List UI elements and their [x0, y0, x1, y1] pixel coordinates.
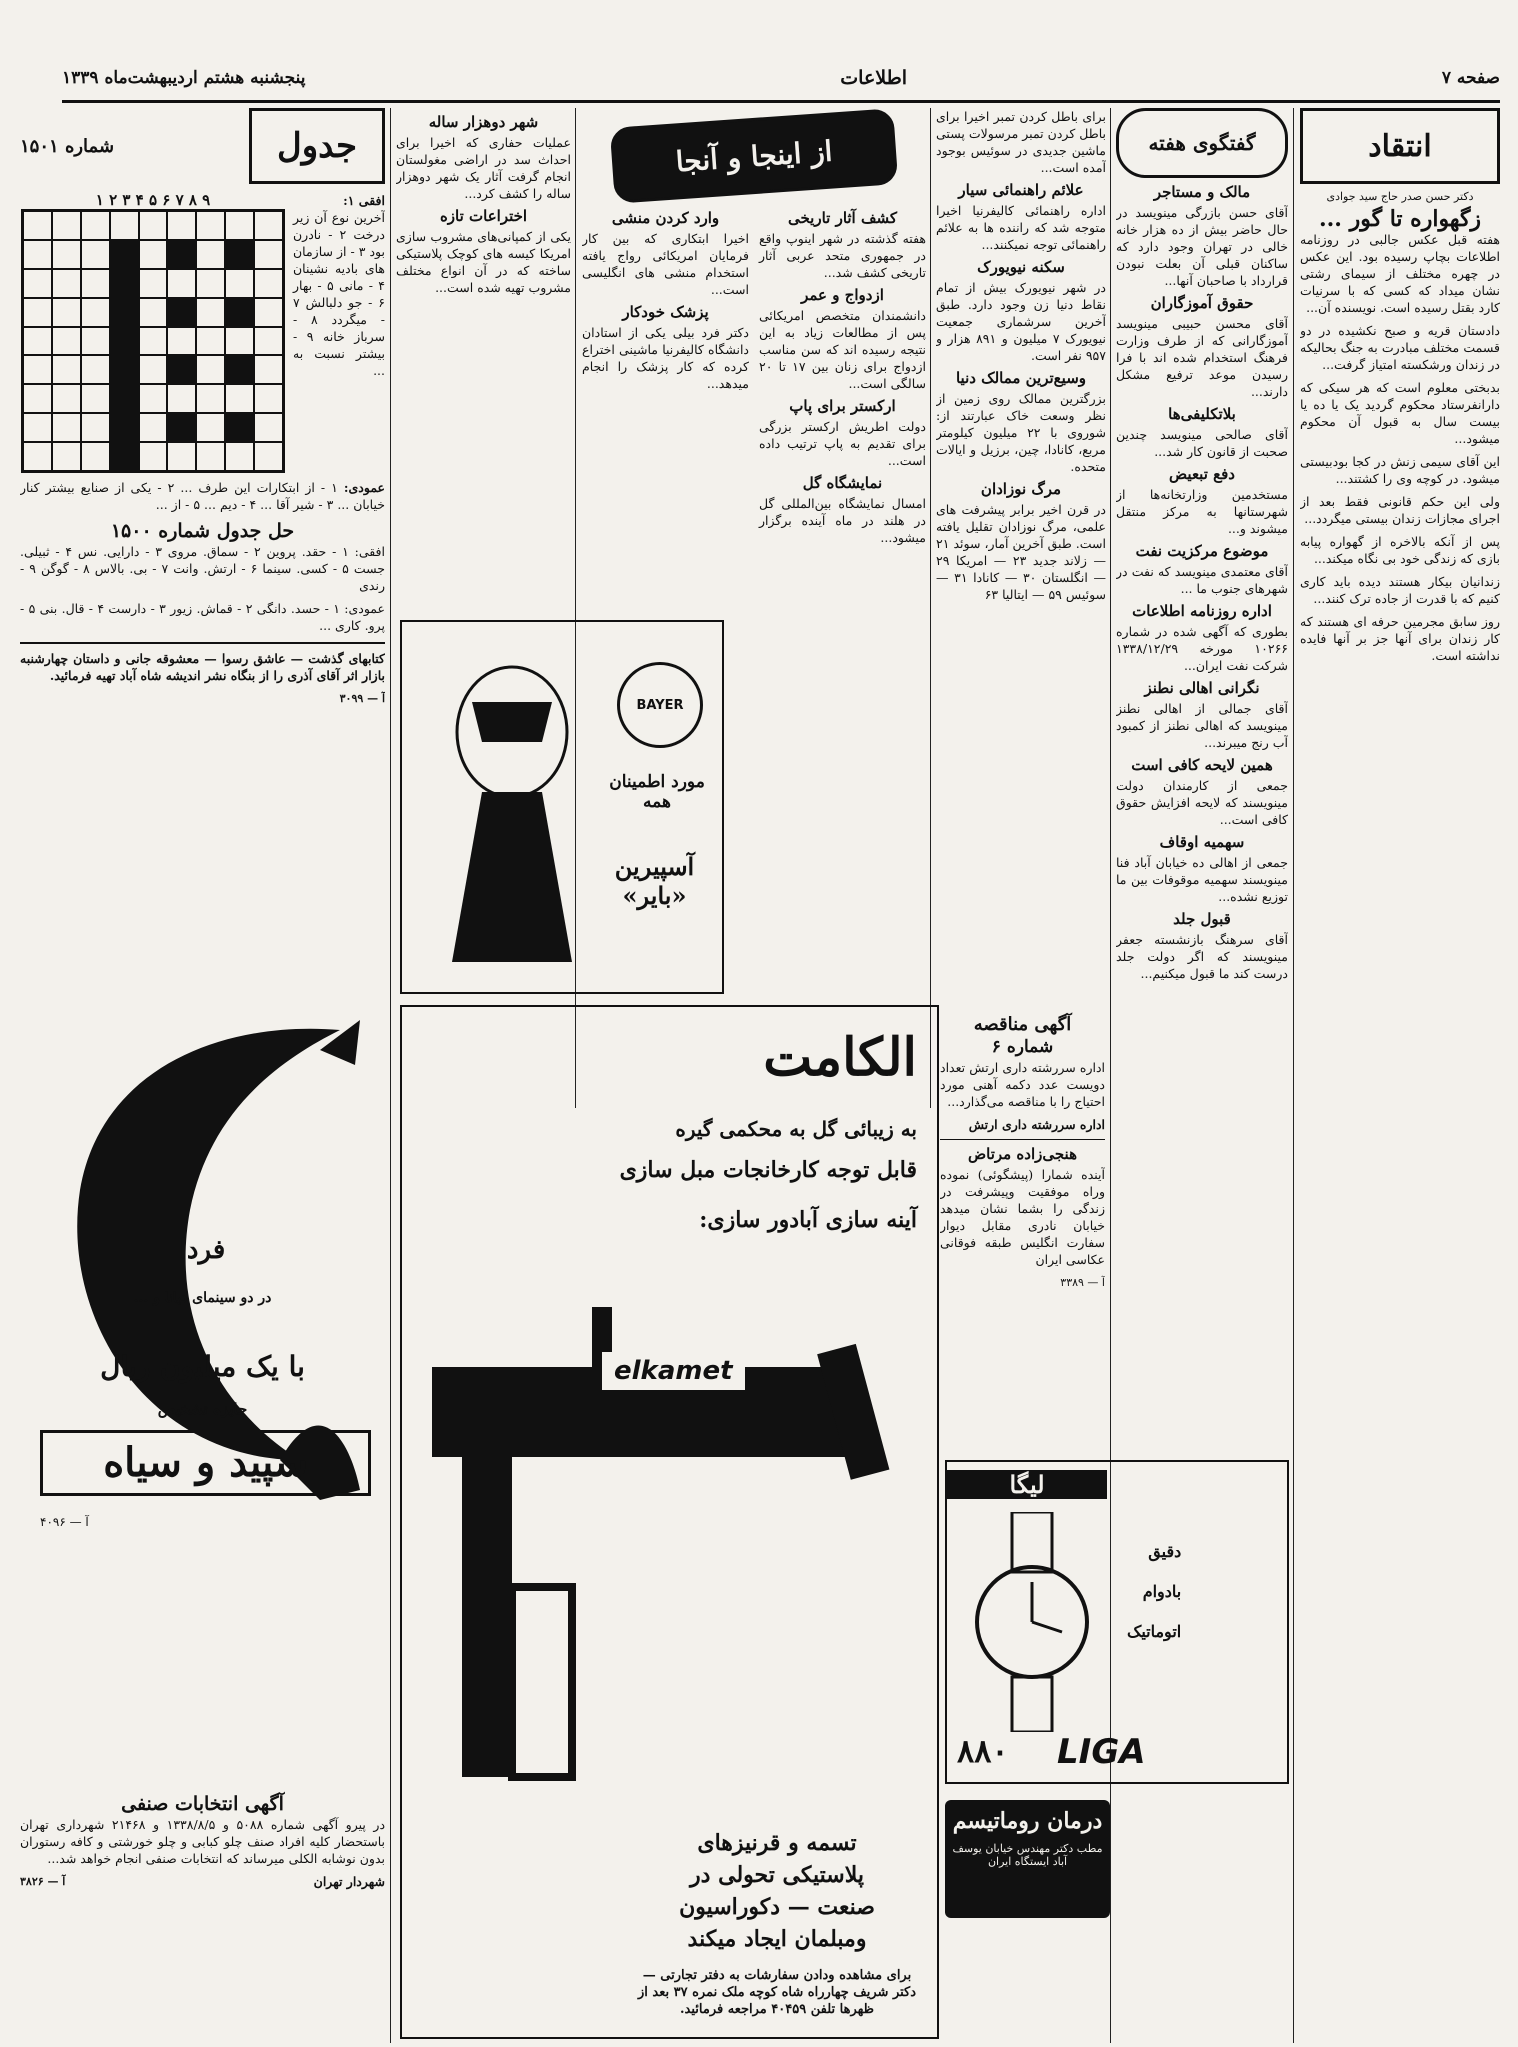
crossword-cell[interactable] [110, 413, 139, 442]
dialogue-paragraph: آقای محسن حبیبی مینویسد آموزگارانی که از طرف وزارت فرهنگ استخدام شده اند با فرا رسیدن موعد ترفیع مشکل دارند... [1116, 316, 1288, 399]
dialogue-subtitle: سهمیه اوقاف [1159, 833, 1245, 851]
crossword-cell[interactable] [196, 298, 225, 327]
liga-watch-ad [945, 1460, 1289, 1784]
liga-tagline: اتوماتیک [1127, 1622, 1182, 1641]
here-there-paragraph: دولت اطریش ارکستر بزرگی برای تقدیم به پاپ ترتیب داده است... [759, 419, 926, 468]
tender-sign: اداره سررشته داری ارتش [968, 1117, 1105, 1132]
critique-paragraph: ولی این حکم قانونی فقط بعد از اجرای مجازات زندان بیستی میگردد... [1300, 494, 1500, 526]
here-there-subtitle: نمایشگاه گل [802, 474, 883, 492]
crossword-cell[interactable] [110, 327, 139, 356]
dialogue-subtitle: دفع تبعیض [1169, 465, 1235, 483]
prev-solution-across: افقی: ۱ - حقد. پروین ۲ - سماق. مروی ۳ - دارایی. نس ۴ - ثبیلی. جست ۵ - کسی. سینما ۶ - ارتش. وانت ۷ - بی. بالاس ۸ - گوگن ۹ - رندی [20, 544, 385, 593]
film-title: سپید و سیاه [40, 1430, 371, 1496]
crossword-cell[interactable] [52, 298, 81, 327]
crossword-cell[interactable] [110, 269, 139, 298]
dialogue-subtitle: موضوع مرکزیت نفت [1135, 542, 1269, 560]
dialogue-subtitle: حقوق آموزگاران [1150, 294, 1254, 312]
crossword-cell[interactable] [196, 269, 225, 298]
critique-paragraph: بدبختی معلوم است که هر سیکی که دارانفرستاد محکوم گردید یک یا ده یا بیست سال به قبول آن محکوم میشود... [1300, 380, 1500, 446]
crossword-cell[interactable] [139, 269, 168, 298]
film-advertisement [20, 990, 385, 1780]
grid-column-numbers: ۹ ۸ ۷ ۶ ۵ ۴ ۳ ۲ ۱ [95, 191, 211, 209]
here-there-subtitle: کشف آثار تاریخی [788, 209, 897, 227]
crossword-cell[interactable] [167, 327, 196, 356]
dialogue-subtitle: نگرانی اهالی نطنز [1144, 679, 1260, 697]
fortune-code: آ — ۳۳۸۹ [1060, 1276, 1105, 1289]
brief-subtitle: سکنه نیویورک [977, 258, 1065, 276]
dialogue-subtitle: قبول جلد [1173, 910, 1231, 928]
brief-paragraph: در قرن اخیر برابر پیشرفت های علمی، مرگ نوزادان تقلیل یافته است. طبق آخرین آمار، سوئد ۲۱ — زلاند جدید ۲۳ — امریکا ۲۹ — انگلستان ۳۰ — کانادا ۳۱ — سوئیس ۵۹ — ایتالیا ۶۳ [936, 502, 1106, 602]
liga-tagline: بادوام [1142, 1582, 1182, 1601]
ancient-city-paragraph: عملیات حفاری که اخیرا برای احداث سد در اراضی مغولستان انجام گرفت آثار یک شهر دوهزار ساله را کشف کرد... [396, 135, 571, 201]
crossword-cell[interactable] [225, 269, 254, 298]
ancient-city-title: شهر دوهزار ساله [428, 113, 539, 131]
rheumatism-body: مطب دکتر مهندس خیابان یوسف آباد ایستگاه ایران [952, 1842, 1103, 1868]
dialogue-paragraph: آقای معتمدی مینویسد که نفت در شهرهای جنوب ما ... [1116, 564, 1288, 596]
elkamet-tagline-2: قابل توجه کارخانجات مبل سازی [619, 1157, 917, 1183]
liga-tagline: دقیق [1148, 1542, 1182, 1561]
elkamet-tagline-3: آینه سازی آبادور سازی: [699, 1207, 917, 1233]
crossword-number: شماره ۱۵۰۱ [20, 135, 115, 157]
liga-taglines [1127, 1532, 1181, 1652]
elkamet-ad [400, 1005, 939, 2039]
crossword-cell[interactable] [81, 298, 110, 327]
crossword-cell[interactable] [196, 355, 225, 384]
crossword-cell[interactable] [139, 211, 168, 240]
critique-byline: دکتر حسن صدر حاج سید جوادی [1326, 190, 1474, 203]
critique-paragraph: زندانیان بیکار هستند دیده باید کاری کنیم که با قدرت از جاده ترک کنند... [1300, 574, 1500, 606]
crossword-cell[interactable] [196, 211, 225, 240]
here-there-subtitle: ارکستر برای پاپ [789, 397, 896, 415]
inventions-title: اختراعات تازه [439, 207, 528, 225]
across-label: افقی ۱: [343, 193, 385, 208]
here-there-paragraph: هفته گذشته در شهر اینوپ واقع در جمهوری متحد عربی آثار تاریخی کشف شد... [759, 231, 926, 280]
liga-price: ۸۸۰ [957, 1732, 1009, 1770]
header-rule [62, 100, 1500, 103]
dialogue-paragraph: آقای سرهنگ بازنشسته جعفر مینویسند که اگر دولت جلد درست کند ما قبول میکنیم... [1116, 932, 1288, 981]
film-winner-text: جایزه تشخیص [157, 1400, 248, 1418]
crossword-cell[interactable] [81, 269, 110, 298]
crossword-cell[interactable] [23, 269, 52, 298]
crossword-cell[interactable] [23, 355, 52, 384]
crossword-cell[interactable] [196, 442, 225, 471]
crossword-cell[interactable] [110, 240, 139, 269]
elkamet-body [637, 1827, 917, 1955]
critique-article-title: زگهواره تا گور ... [1318, 206, 1482, 232]
election-title: آگهی انتخابات صنفی [121, 1793, 284, 1815]
liga-logo: LIGA [1057, 1732, 1146, 1772]
elkamet-logo: elkamet [602, 1352, 745, 1390]
election-code: آ — ۳۸۲۶ [20, 1875, 66, 1888]
down-label: عمودی: [343, 480, 385, 495]
dialogue-section-title: گفتگوی هفته [1116, 108, 1288, 178]
crossword-cell[interactable] [110, 298, 139, 327]
elkamet-tagline-1: به زیبائی گل به محکمی گیره [675, 1117, 917, 1141]
here-there-paragraph: دانشمندان متخصص امریکائی پس از مطالعات زیاد به این نتیجه رسیده اند که سن مناسب ازدواج برای زنان بین ۱۷ تا ۲۰ سالگی است... [759, 308, 926, 391]
column-crossword [20, 108, 385, 988]
across-clues: آخرین نوع آن زیر درخت ۲ - نادرن بود ۳ - از سازمان های بادیه نشینان ۴ - مانی ۵ - بهار ۶ - جو دلبالش ۷ - میگردد ۸ - سرباز خانه ۹ - بیشتر نسبت به ... [293, 210, 385, 378]
dialogue-paragraph: بطوری که آگهی شده در شماره ۱۰۲۶۶ مورخه ۱۳۳۸/۱۲/۲۹ شرکت نفت ایران... [1116, 624, 1288, 673]
here-there-subtitle: وارد کردن منشی [611, 209, 720, 227]
crossword-cell[interactable] [254, 298, 283, 327]
crossword-cell[interactable] [110, 442, 139, 471]
fortune-body: آینده شمارا (پیشگوئی) نموده وراه موفقیت وپیشرفت در زندگی را بشما نشان میدهد خیابان نادری مقابل دیوار سفارت انگلیس طبقه فوقانی عکاسی ایران [940, 1167, 1105, 1267]
crossword-cell[interactable] [167, 413, 196, 442]
critique-paragraph: دادستان قریه و صبح نکشیده در دو قسمت مختلف مبادرت به جنگ بحالیکه در زندان ورشکسته امتیاز گرفت... [1300, 323, 1500, 372]
crossword-cell[interactable] [196, 384, 225, 413]
here-there-subtitle: پزشک خودکار [622, 303, 709, 321]
crossword-cell[interactable] [167, 211, 196, 240]
film-top-text: فردا [179, 1235, 226, 1265]
crossword-cell[interactable] [139, 384, 168, 413]
dialogue-paragraph: جمعی از کارمندان دولت مینویسند که لایحه افزایش حقوق کافی است... [1116, 778, 1288, 827]
brief-paragraph: در شهر نیویورک بیش از تمام نقاط دنیا زن وجود دارد. طبق آخرین سرشماری جمعیت نیویورک ۷ میلیون و ۸۹۱ هزار و ۹۵۷ نفر است. [936, 280, 1106, 363]
book-ad-text: کتابهای گذشت — عاشق رسوا — معشوقه جانی و داستان چهارشنبه بازار اثر آقای آذری را از بنگاه نشر اندیشه شاه آباد تهیه فرمائید. [20, 651, 385, 683]
page-number: صفحه ۷ [1441, 68, 1500, 88]
crossword-cell[interactable] [52, 355, 81, 384]
dialogue-paragraph: آقای صالحی مینویسد چندین صحبت از قانون کار شد... [1116, 427, 1288, 459]
wristwatch-illustration [957, 1512, 1107, 1732]
here-there-subtitle: ازدواج و عمر [801, 286, 884, 304]
dialogue-subtitle: بلاتکلیفی‌ها [1168, 405, 1236, 423]
crossword-cell[interactable] [81, 240, 110, 269]
crossword-cell[interactable] [139, 442, 168, 471]
fortune-title: هنجی‌زاده مرتاض [968, 1145, 1077, 1163]
crossword-cell[interactable] [52, 327, 81, 356]
crossword-cell[interactable] [254, 269, 283, 298]
elkamet-line: پلاستیکی تحولی در [690, 1862, 864, 1888]
crossword-cell[interactable] [254, 355, 283, 384]
elkamet-title: الکامت [763, 1027, 917, 1088]
crossword-cell[interactable] [196, 413, 225, 442]
crossword-cell[interactable] [81, 355, 110, 384]
issue-date: پنجشنبه هشتم اردیبهشت‌ماه ۱۳۳۹ [62, 68, 306, 88]
crossword-cell[interactable] [110, 384, 139, 413]
crossword-cell[interactable] [23, 413, 52, 442]
crossword-cell[interactable] [167, 240, 196, 269]
crossword-cell[interactable] [52, 442, 81, 471]
elkamet-line: صنعت — دکوراسیون [679, 1894, 875, 1920]
crossword-cell[interactable] [23, 384, 52, 413]
woman-headache-illustration [412, 642, 612, 972]
column-divider [930, 108, 931, 1108]
bayer-aspirin-ad [400, 620, 724, 994]
critique-paragraph: پس از آنکه بالاخره از گهواره پیابه بازی که زندگی خود بی نگاه میکند... [1300, 534, 1500, 566]
rheumatism-title: درمان روماتیسم [952, 1808, 1103, 1834]
bayer-logo: BAYER [617, 662, 703, 748]
brief-paragraph: اداره راهنمائی کالیفرنیا اخیرا متوجه شد که راننده ها به علائم راهنمائی توجه نمیکنند... [936, 203, 1106, 252]
critique-paragraph: هفته قبل عکس جالبی در روزنامه اطلاعات بچاپ رسیده بود. این عکس در چهره مختلف از سیمای رشتی نشان میداد که کسی که با سرنیات کارد بقتل رسیده است. نویسنده آن... [1300, 232, 1500, 315]
dialogue-paragraph: آقای جمالی از اهالی نطنز مینویسد که اهالی نطنز از کمبود آب رنج میبرند... [1116, 701, 1288, 750]
critique-paragraph: روز سابق مجرمین حرفه ای هستند که کار زندان برای آنها جز بر آنها فایده نداشته است. [1300, 614, 1500, 663]
tender-notice [940, 1010, 1105, 1450]
crossword-cell[interactable] [196, 327, 225, 356]
brief-subtitle: وسیع‌ترین ممالک دنیا [955, 369, 1087, 387]
crossword-cell[interactable] [254, 327, 283, 356]
brief-subtitle: مرگ نوزادان [980, 480, 1062, 498]
crossword-cell[interactable] [167, 442, 196, 471]
critique-paragraph: این آقای سیمی زنش در کجا بودبیستی میشود. در کوچه وی را کشتند... [1300, 454, 1500, 486]
crossword-cell[interactable] [23, 298, 52, 327]
brief-paragraph: برای باطل کردن تمبر اخیرا برای باطل کردن تمبر مرسولات پستی ماشین جدیدی در سوئیس بوجود آمده است... [936, 109, 1106, 175]
dialogue-subtitle: مالک و مستاجر [1153, 183, 1251, 201]
brief-paragraph: بزرگترین ممالک روی زمین از نظر وسعت خاک عبارتند از: شوروی با ۲۲ میلیون کیلومتر مربع، کانادا، چین، برزیل و ایالات متحده. [936, 391, 1106, 474]
crossword-cell[interactable] [23, 442, 52, 471]
crossword-cell[interactable] [254, 211, 283, 240]
crossword-cell[interactable] [52, 384, 81, 413]
crossword-cell[interactable] [52, 240, 81, 269]
crossword-cell[interactable] [52, 413, 81, 442]
crossword-grid[interactable] [21, 209, 285, 473]
election-notice [20, 1790, 385, 2030]
crossword-cell[interactable] [139, 413, 168, 442]
dialogue-paragraph: مستخدمین وزارتخانه‌ها از شهرستانها به مرکز منتقل میشوند و... [1116, 487, 1288, 536]
dialogue-subtitle: همین لایحه کافی است [1131, 756, 1273, 774]
rheumatism-ad [945, 1800, 1110, 1918]
crossword-cell[interactable] [225, 240, 254, 269]
dialogue-paragraph: آقای حسن بازرگی مینویسد در حال حاضر بیش از ده هزار خانه خالی در تهران وجود دارد که ساکنان قبلی آن بعلت نبودن قرارداد با صاحبان آنها... [1116, 205, 1288, 288]
here-there-banner: از اینجا و آنجا [610, 108, 899, 204]
crossword-cell[interactable] [23, 240, 52, 269]
prev-solution-down: عمودی: ۱ - حسد. دانگی ۲ - قماش. زیور ۳ - دارست ۴ - قال. بنی ۵ - پرو. کاری ... [20, 601, 385, 633]
crossword-cell[interactable] [254, 442, 283, 471]
crossword-cell[interactable] [167, 298, 196, 327]
dialogue-subtitle: اداره روزنامه اطلاعات [1132, 602, 1272, 620]
crossword-cell[interactable] [254, 240, 283, 269]
crossword-cell[interactable] [225, 355, 254, 384]
crossword-cell[interactable] [23, 327, 52, 356]
elkamet-contact: برای مشاهده ودادن سفارشات به دفتر تجارتی — دکتر شریف چهارراه شاه کوچه ملک نمره ۳۷ بعد از ظهرها تلفن ۴۰۴۵۹ مراجعه فرمائید. [637, 1968, 917, 2017]
down-clues: ۱ - از ابتکارات این طرف ... ۲ - یکی از صنایع بیشتر کنار خیابان ... ۳ - شیر آقا ... ۴ - دیم ... ۵ - از ... [20, 480, 385, 512]
critique-section-title: انتقاد [1300, 108, 1500, 184]
column-dialogue [1116, 108, 1288, 1518]
column-critique [1300, 108, 1500, 2038]
crossword-cell[interactable] [167, 355, 196, 384]
tender-body: اداره سررشته داری ارتش تعداد دویست عدد دکمه آهنی مورد احتیاج را با مناقصه می‌گذارد... [940, 1060, 1105, 1109]
dialogue-paragraph: جمعی از اهالی ده خیابان آباد فنا مینویسند سهمیه موقوفات بین ما توزیع نشده... [1116, 855, 1288, 904]
bayer-brand: آسپیرین «بایر» [614, 852, 695, 910]
prev-solution-title: حل جدول شماره ۱۵۰۰ [110, 520, 295, 542]
crossword-cell[interactable] [81, 211, 110, 240]
crossword-cell[interactable] [254, 384, 283, 413]
elkamet-line: ومبلمان ایجاد میکند [687, 1926, 867, 1952]
crossword-cell[interactable] [225, 298, 254, 327]
crossword-cell[interactable] [225, 327, 254, 356]
crossword-cell[interactable] [225, 442, 254, 471]
here-there-paragraph: امسال نمایشگاه بین‌المللی گل در هلند در ماه آینده برگزار میشود... [759, 496, 926, 545]
crossword-cell[interactable] [81, 413, 110, 442]
crossword-cell[interactable] [81, 442, 110, 471]
film-code: آ — ۴۰۹۶ [40, 1515, 89, 1529]
column-divider [390, 108, 391, 2043]
crossword-cell[interactable] [167, 384, 196, 413]
column-news-briefs [936, 108, 1106, 1003]
crossword-cell[interactable] [81, 384, 110, 413]
crossword-title: جدول [249, 108, 385, 184]
elkamet-line: تسمه و قرنیزهای [697, 1830, 857, 1856]
column-divider [1293, 108, 1294, 2043]
crossword-cell[interactable] [139, 355, 168, 384]
page-header [62, 58, 1500, 98]
crossword-cell[interactable] [225, 211, 254, 240]
crossword-cell[interactable] [110, 211, 139, 240]
crossword-cell[interactable] [254, 413, 283, 442]
crossword-cell[interactable] [52, 211, 81, 240]
election-sign: شهردار تهران [313, 1874, 385, 1889]
book-ad-code: آ — ۳۰۹۹ [339, 692, 385, 705]
crossword-cell[interactable] [225, 384, 254, 413]
crossword-cell[interactable] [110, 355, 139, 384]
newspaper-name: اطلاعات [840, 67, 908, 89]
crossword-cell[interactable] [139, 298, 168, 327]
bayer-tagline: مورد اطمینان همه [609, 772, 705, 812]
crossword-cell[interactable] [139, 240, 168, 269]
brief-subtitle: علائم راهنمائی سیار [958, 181, 1084, 199]
tender-title: آگهی مناقصه [973, 1014, 1072, 1035]
crossword-cell[interactable] [167, 269, 196, 298]
crossword-cell[interactable] [225, 413, 254, 442]
crossword-cell[interactable] [52, 269, 81, 298]
crossword-cell[interactable] [196, 240, 225, 269]
film-subtext: در دو سینمای دیانا و ... [133, 1290, 272, 1306]
column-ancient-city [396, 108, 571, 608]
crossword-cell[interactable] [23, 211, 52, 240]
film-prize: با یک میلیون ریال [100, 1350, 305, 1383]
election-body: در پیرو آگهی شماره ۵۰۸۸ و ۱۳۳۸/۸/۵ و ۲۱۴۶۸ شهرداری تهران باستحضار کلیه افراد صنف چلو کبابی و چلو خورشتی و کافه رستوران بدون نوشابه الکلی میرساند که انتخابات صنفی انجام خواهد شد... [20, 1817, 385, 1866]
tender-number: شماره ۶ [991, 1037, 1054, 1057]
inventions-paragraph: یکی از کمپانی‌های مشروب سازی امریکا کیسه های کوچک پلاستیکی ساخته که در آن انواع مختلف مشروب تهیه شده است... [396, 229, 571, 295]
here-there-paragraph: اخیرا ابتکاری که بین کار فرمایان امریکائی رواج یافته استخدام منشی های انگلیسی است... [582, 231, 749, 297]
here-there-paragraph: دکتر فرد بیلی یکی از استادان دانشگاه کالیفرنیا ماشینی اختراع کرده که کار پزشک را انجام میدهد... [582, 325, 749, 391]
crossword-cell[interactable] [81, 327, 110, 356]
liga-brand: لیگا [947, 1470, 1107, 1499]
crossword-cell[interactable] [139, 327, 168, 356]
